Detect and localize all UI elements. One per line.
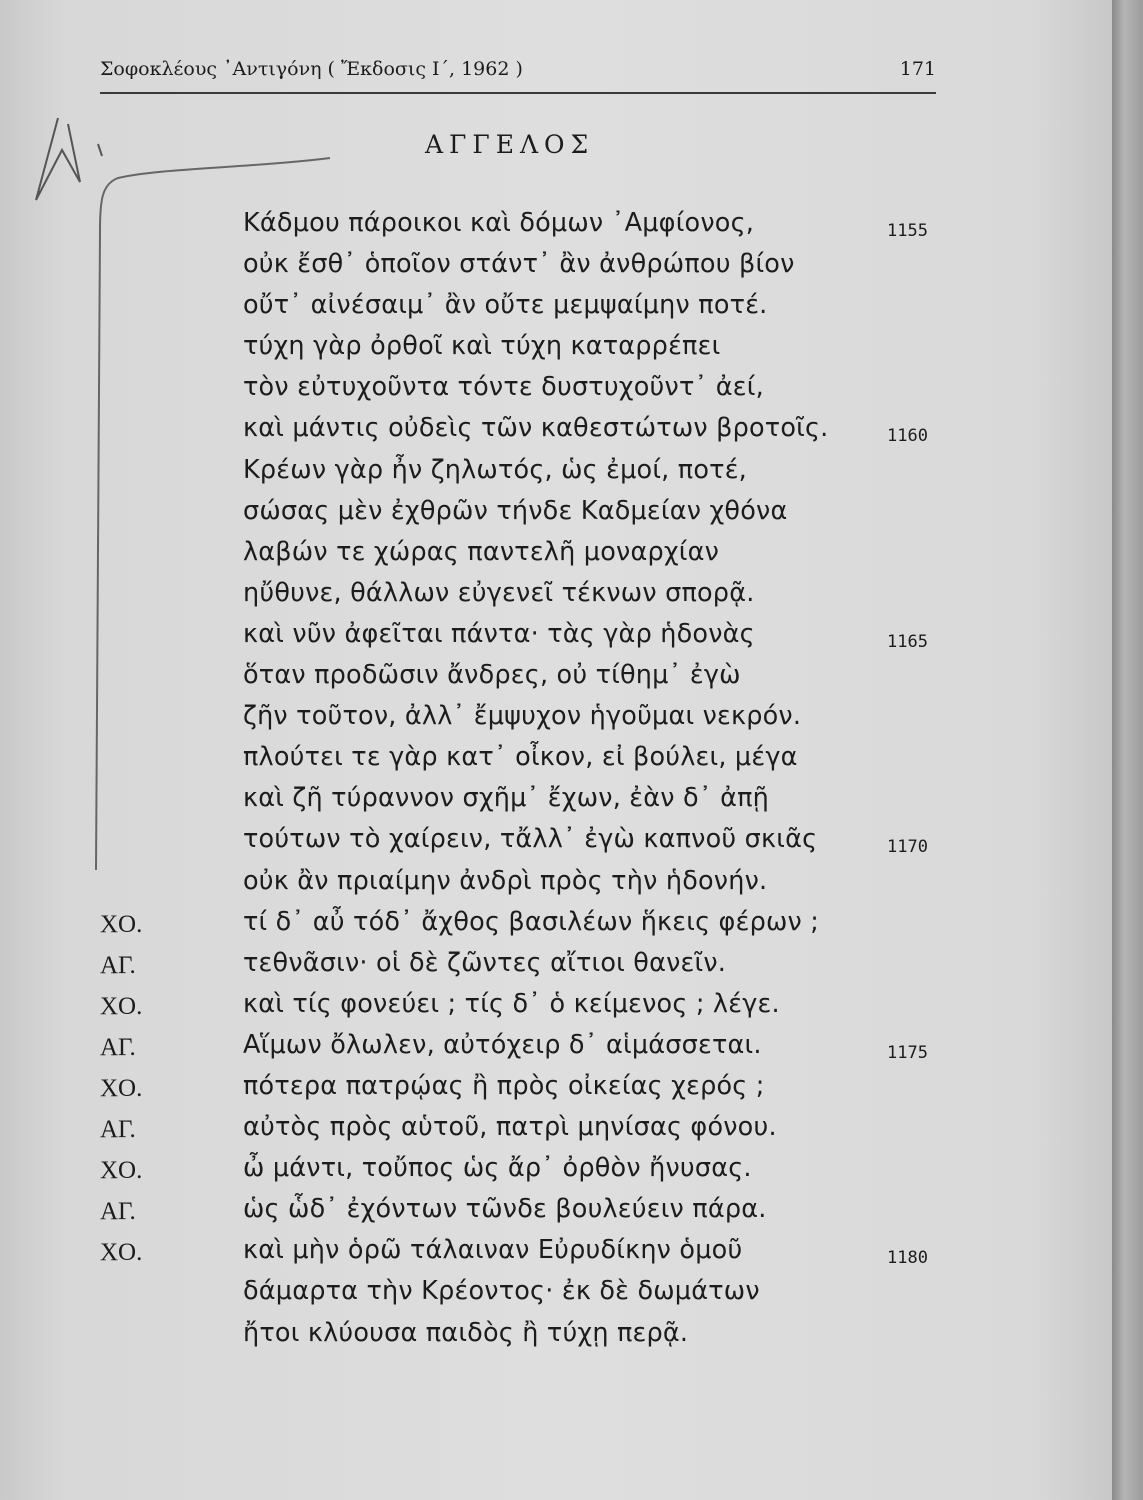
verse-line — [100, 290, 960, 331]
verse-line — [100, 578, 960, 619]
speaker-label: ΑΓ. — [100, 1198, 136, 1226]
scene-heading: ΑΓΓΕΛΟΣ — [425, 130, 595, 159]
verse-line — [100, 1235, 960, 1276]
verse-line — [100, 249, 960, 290]
verse-text: λαβών τε χώρας παντελῆ μοναρχίαν — [243, 536, 720, 567]
verse-line — [100, 660, 960, 701]
verse-text: καὶ ζῆ τύραννον σχῆμ᾿ ἔχων, ἐὰν δ᾿ ἀπῇ — [243, 783, 770, 814]
verse-text: καὶ νῦν ἀφεῖται πάντα· τὰς γὰρ ἡδονὰς — [243, 618, 755, 649]
verse-text: τί δ᾿ αὖ τόδ᾿ ἄχθος βασιλέων ἥκεις φέρων ; — [243, 906, 820, 937]
verse-text: αὐτὸς πρὸς αὑτοῦ, πατρὶ μηνίσας φόνου. — [243, 1112, 777, 1143]
speaker-label: ΧΟ. — [100, 1074, 143, 1102]
verse-text: τούτων τὸ χαίρειν, τἄλλ᾿ ἐγὼ καπνοῦ σκιᾶς — [243, 824, 818, 855]
verse-line — [100, 1194, 960, 1235]
verse-line — [100, 866, 960, 907]
verse-text: οὐκ ἂν πριαίμην ἀνδρὶ πρὸς τὴν ἡδονήν. — [243, 865, 768, 896]
verse-block — [100, 208, 960, 1359]
verse-text: ζῆν τοῦτον, ἀλλ᾿ ἔμψυχον ἡγοῦμαι νεκρόν. — [243, 701, 802, 732]
verse-text: οὔτ᾿ αἰνέσαιμ᾿ ἂν οὔτε μεμψαίμην ποτέ. — [243, 290, 768, 321]
verse-line — [100, 619, 960, 660]
verse-text: ἤτοι κλύουσα παιδὸς ἢ τύχῃ περᾷ. — [243, 1317, 689, 1348]
speaker-label: ΑΓ. — [100, 951, 136, 979]
line-number: 1180 — [887, 1248, 928, 1269]
verse-line — [100, 413, 960, 454]
verse-text: τεθνᾶσιν· οἱ δὲ ζῶντες αἴτιοι θανεῖν. — [243, 947, 727, 978]
verse-text: πότερα πατρῴας ἢ πρὸς οἰκείας χερός ; — [243, 1070, 765, 1101]
verse-line — [100, 742, 960, 783]
verse-text: πλούτει τε γὰρ κατ᾿ οἶκον, εἰ βούλει, μέγα — [243, 742, 798, 773]
running-header — [100, 58, 936, 94]
verse-text: καὶ τίς φονεύει ; τίς δ᾿ ὁ κείμενος ; λέγε. — [243, 988, 780, 1019]
verse-text: καὶ μὴν ὁρῶ τάλαιναν Εὐρυδίκην ὁμοῦ — [243, 1235, 743, 1266]
speaker-label: ΧΟ. — [100, 910, 143, 938]
verse-line — [100, 455, 960, 496]
verse-line — [100, 948, 960, 989]
verse-line — [100, 537, 960, 578]
verse-line — [100, 907, 960, 948]
verse-text: Κρέων γὰρ ἦν ζηλωτός, ὡς ἐμοί, ποτέ, — [243, 454, 747, 485]
verse-text: ὦ μάντι, τοὔπος ὡς ἄρ᾿ ὀρθὸν ἤνυσας. — [243, 1153, 752, 1184]
verse-line — [100, 1318, 960, 1359]
verse-line — [100, 208, 960, 249]
verse-line — [100, 1071, 960, 1112]
verse-text: Αἵμων ὄλωλεν, αὐτόχειρ δ᾿ αἱμάσσεται. — [243, 1029, 762, 1060]
verse-text: δάμαρτα τὴν Κρέοντος· ἐκ δὲ δωμάτων — [243, 1276, 760, 1307]
line-number: 1170 — [887, 837, 928, 858]
speaker-label: ΧΟ. — [100, 992, 143, 1020]
verse-line — [100, 496, 960, 537]
line-number: 1160 — [887, 426, 928, 447]
verse-text: οὐκ ἔσθ᾿ ὁποῖον στάντ᾿ ἂν ἀνθρώπου βίον — [243, 249, 795, 280]
verse-line — [100, 331, 960, 372]
page-number: 171 — [899, 58, 936, 80]
line-number: 1155 — [887, 221, 928, 241]
speaker-label: ΧΟ. — [100, 1157, 143, 1185]
line-number: 1165 — [887, 631, 928, 652]
verse-line — [100, 824, 960, 865]
verse-text: ηὔθυνε, θάλλων εὐγενεῖ τέκνων σπορᾷ. — [243, 577, 755, 608]
verse-line — [100, 1030, 960, 1071]
speaker-label: ΑΓ. — [100, 1033, 136, 1061]
header-title: Σοφοκλέους ᾿Αντιγόνη ( Ἔκδοσις Ι΄, 1962 ) — [100, 58, 523, 80]
verse-text: τὸν εὐτυχοῦντα τόντε δυστυχοῦντ᾿ ἀεί, — [243, 372, 764, 403]
page-edge — [1112, 0, 1143, 1500]
verse-line — [100, 1276, 960, 1317]
verse-line — [100, 989, 960, 1030]
verse-text: καὶ μάντις οὐδεὶς τῶν καθεστώτων βροτοῖς. — [243, 413, 829, 444]
verse-line — [100, 1112, 960, 1153]
verse-line — [100, 783, 960, 824]
line-number: 1175 — [887, 1042, 928, 1063]
verse-text: τύχη γὰρ ὀρθοῖ καὶ τύχη καταρρέπει — [243, 331, 721, 362]
verse-text: σώσας μὲν ἐχθρῶν τήνδε Καδμείαν χθόνα — [243, 495, 788, 526]
verse-line — [100, 1153, 960, 1194]
verse-line — [100, 372, 960, 413]
verse-text: ὅταν προδῶσιν ἄνδρες, οὐ τίθημ᾿ ἐγὼ — [243, 660, 741, 691]
speaker-label: ΧΟ. — [100, 1239, 143, 1267]
speaker-label: ΑΓ. — [100, 1116, 136, 1144]
verse-text: ὡς ὧδ᾿ ἐχόντων τῶνδε βουλεύειν πάρα. — [243, 1194, 767, 1225]
verse-text: Κάδμου πάροικοι καὶ δόμων ᾿Αμφίονος, — [243, 208, 755, 238]
verse-line — [100, 701, 960, 742]
